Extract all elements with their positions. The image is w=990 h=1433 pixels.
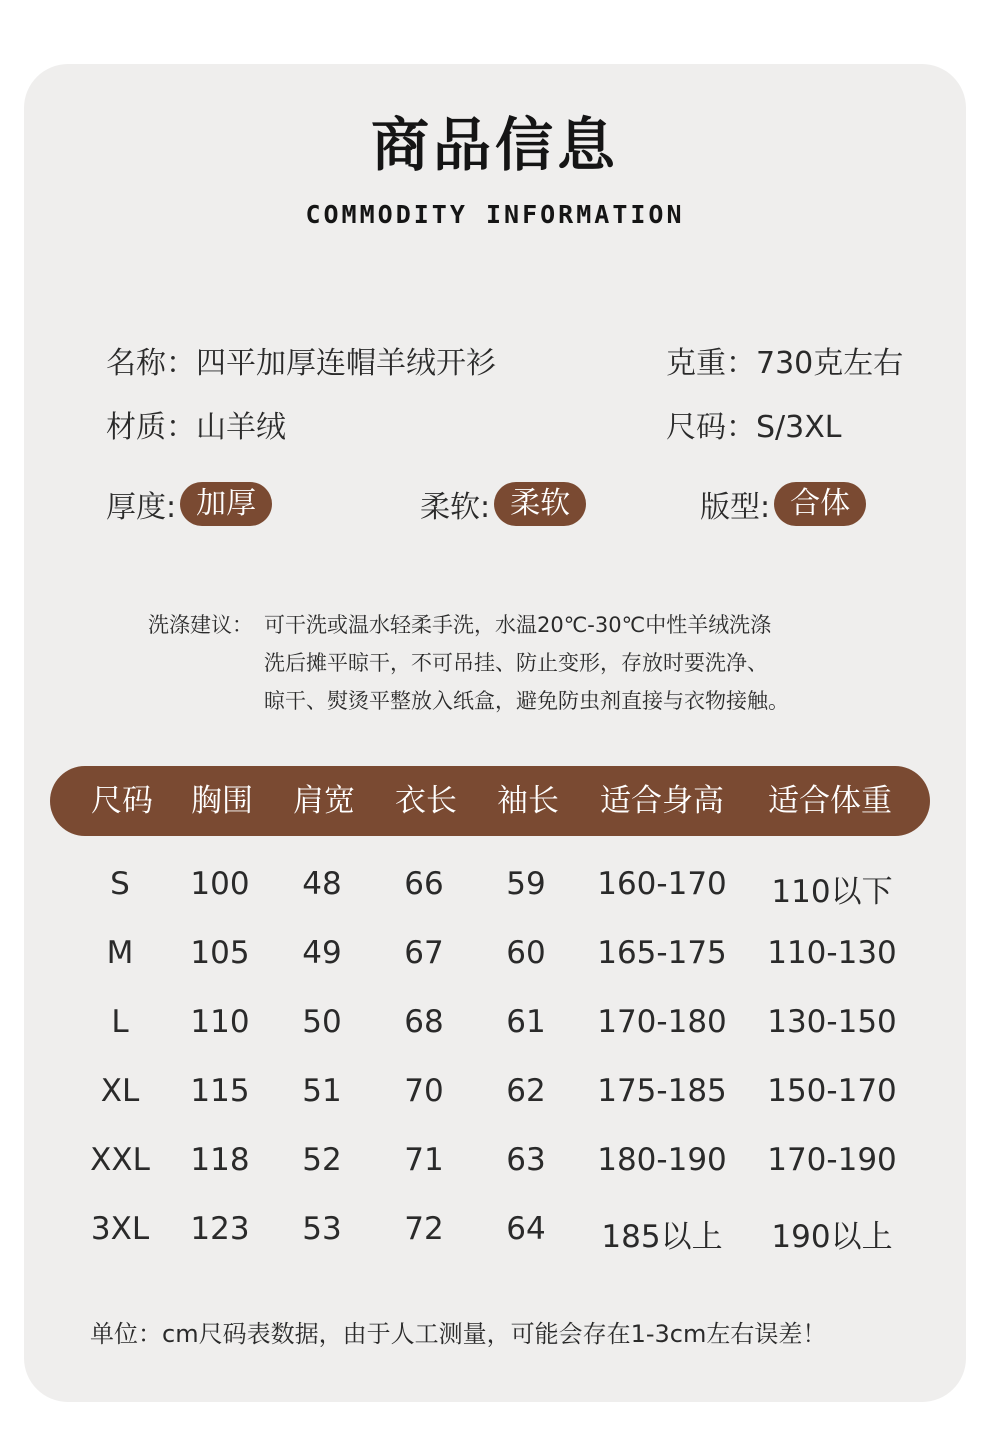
cell-height: 165-175	[597, 935, 727, 971]
size-label: 尺码：	[666, 410, 756, 445]
cell-size: XL	[100, 1073, 140, 1109]
cell-sleeve: 62	[506, 1073, 546, 1109]
cell-length: 71	[404, 1142, 444, 1178]
cell-weight: 130-150	[767, 1004, 897, 1040]
cell-height: 175-185	[597, 1073, 727, 1109]
header-sleeve: 袖长	[497, 783, 559, 819]
cell-sleeve: 64	[506, 1211, 546, 1247]
cell-size: M	[106, 935, 134, 971]
name-label: 名称：	[106, 346, 196, 381]
cell-height: 170-180	[597, 1004, 727, 1040]
info-card	[24, 64, 966, 1402]
cell-weight: 190以上	[771, 1219, 893, 1255]
cell-chest: 105	[190, 935, 250, 971]
cell-shoulder: 53	[302, 1211, 342, 1247]
attribute-label: 柔软:	[420, 490, 491, 525]
cell-shoulder: 52	[302, 1142, 342, 1178]
cell-sleeve: 59	[506, 866, 546, 902]
attribute-label: 厚度:	[106, 490, 177, 525]
cell-sleeve: 61	[506, 1004, 546, 1040]
header-length: 衣长	[395, 783, 457, 819]
cell-weight: 110-130	[767, 935, 897, 971]
header-weight: 适合体重	[768, 783, 892, 819]
cell-size: S	[110, 866, 130, 902]
header-shoulder: 肩宽	[293, 783, 355, 819]
wash-line: 洗后摊平晾干，不可吊挂、防止变形，存放时要洗净、	[264, 651, 768, 675]
attribute-label: 版型:	[700, 490, 771, 525]
cell-length: 66	[404, 866, 444, 902]
attribute-softness	[420, 482, 586, 526]
cell-chest: 123	[190, 1211, 250, 1247]
wash-line: 可干洗或温水轻柔手洗，水温20℃-30℃中性羊绒洗涤	[264, 613, 772, 637]
wash-label: 洗涤建议：	[148, 613, 253, 637]
cell-weight: 110以下	[771, 874, 893, 910]
size-table-header	[50, 766, 930, 836]
page-title: 商品信息	[370, 111, 619, 179]
product-material	[106, 402, 286, 446]
measurement-note: 单位：cm尺码表数据，由于人工测量，可能会存在1-3cm左右误差！	[90, 1320, 827, 1348]
cell-length: 72	[404, 1211, 444, 1247]
cell-shoulder: 48	[302, 866, 342, 902]
attribute-fit	[700, 482, 866, 526]
cell-shoulder: 51	[302, 1073, 342, 1109]
wash-line: 晾干、熨烫平整放入纸盒，避免防虫剂直接与衣物接触。	[264, 689, 789, 713]
cell-weight: 150-170	[767, 1073, 897, 1109]
cell-length: 70	[404, 1073, 444, 1109]
cell-chest: 115	[190, 1073, 250, 1109]
weight-value: 730克左右	[756, 346, 904, 381]
material-label: 材质：	[106, 410, 196, 445]
weight-label: 克重：	[666, 346, 756, 381]
cell-chest: 118	[190, 1142, 250, 1178]
cell-height: 185以上	[601, 1219, 723, 1255]
cell-size: 3XL	[90, 1211, 150, 1247]
product-weight	[666, 338, 903, 382]
attribute-thickness	[106, 482, 272, 526]
cell-size: L	[111, 1004, 129, 1040]
cell-height: 160-170	[597, 866, 727, 902]
header-height: 适合身高	[600, 783, 724, 819]
product-size-range	[666, 402, 842, 446]
cell-shoulder: 49	[302, 935, 342, 971]
cell-length: 68	[404, 1004, 444, 1040]
cell-chest: 110	[190, 1004, 250, 1040]
material-value: 山羊绒	[196, 410, 286, 445]
cell-chest: 100	[190, 866, 250, 902]
attribute-chip: 加厚	[180, 482, 272, 526]
name-value: 四平加厚连帽羊绒开衫	[196, 346, 496, 381]
size-value: S/3XL	[756, 410, 842, 445]
cell-sleeve: 63	[506, 1142, 546, 1178]
cell-size: XXL	[90, 1142, 150, 1178]
page-subtitle: COMMODITY INFORMATION	[305, 200, 685, 229]
cell-sleeve: 60	[506, 935, 546, 971]
cell-height: 180-190	[597, 1142, 727, 1178]
cell-shoulder: 50	[302, 1004, 342, 1040]
cell-length: 67	[404, 935, 444, 971]
header-size: 尺码	[91, 783, 153, 819]
cell-weight: 170-190	[767, 1142, 897, 1178]
attribute-chip: 柔软	[494, 482, 586, 526]
product-name	[106, 338, 496, 382]
attribute-chip: 合体	[774, 482, 866, 526]
header-chest: 胸围	[191, 783, 253, 819]
